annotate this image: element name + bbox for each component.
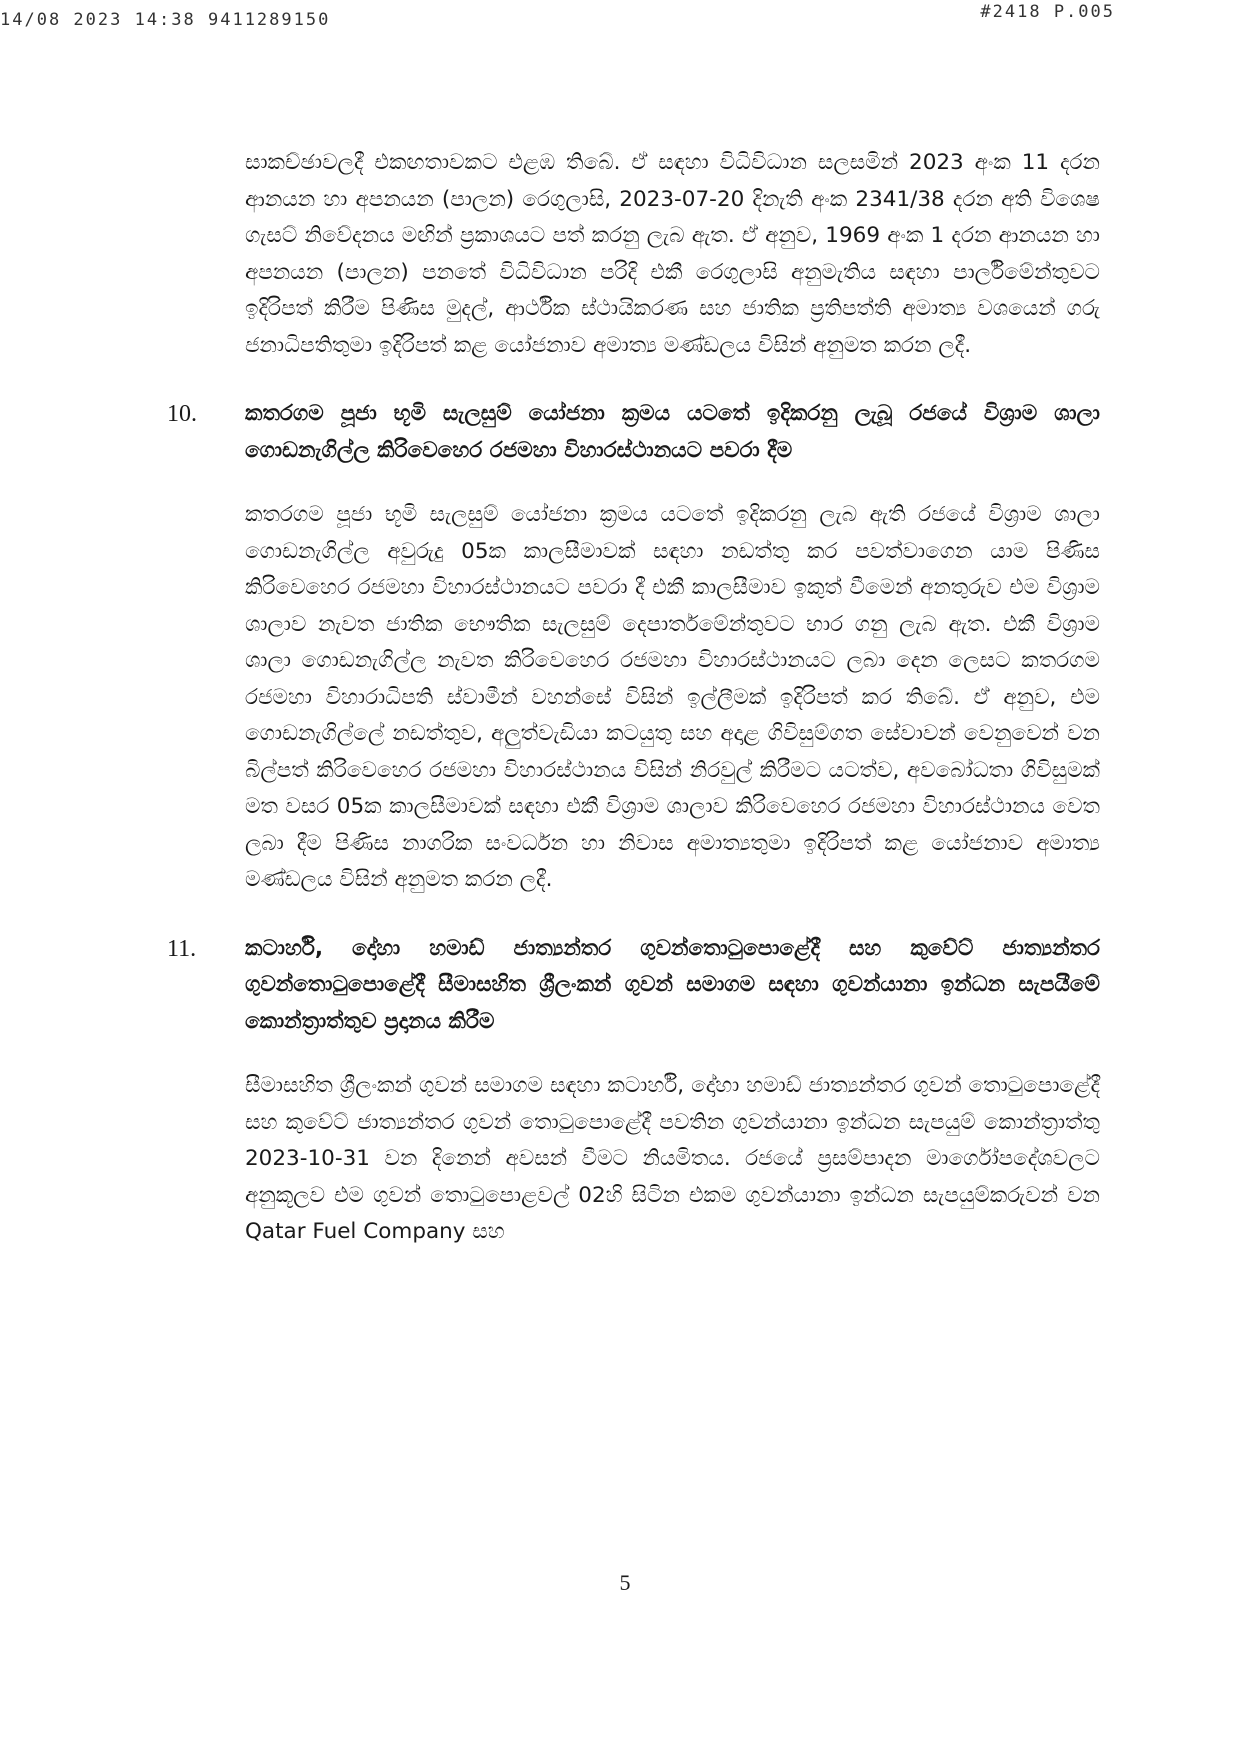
fax-header-left: 14/08 2023 14:38 9411289150 — [0, 10, 331, 30]
document-body — [167, 145, 1100, 1251]
section-body: සීමාසහිත ශ්‍රීලංකන් ගුවන් සමාගම සඳහා කටාර්හි, දෝහා හමාඩ් ජාත්‍යන්තර ගුවන් තොටුපොළේදී සහ කුවේට් ජාත්‍යන්තර ගුවන් තොටුපොළේදී පවතින ගුවන්යානා ඉන්ධන සැපයුම් කොන්ත්‍රාත්තු 2023-10-31 වන දිනෙන් අවසන් වීමට නියමිතය. රජයේ ප්‍රසම්පාදන මාර්ගෝපදේශවලට අනුකූලව එම ගුවන් තොටුපොළවල් 02හි සිටින එකම ගුවන්යානා ඉන්ධන සැපයුම්කරුවන් වන Qatar Fuel Company සහ — [245, 1073, 1100, 1244]
section-10 — [167, 396, 1100, 899]
section-number: 10. — [167, 401, 197, 427]
page-number: 5 — [619, 1570, 631, 1595]
section-heading: කටාර්හි, දෝහා හමාඩ් ජාත්‍යන්තර ගුවන්තොටුපොළේදී සහ කුවේට් ජාත්‍යන්තර ගුවන්තොටුපොළේදී සීමාසහිත ශ්‍රීලංකන් ගුවන් සමාගම සඳහා ගුවන්යානා ඉන්ධන සැපයීමේ කොන්ත්‍රාත්තුව ප්‍රදානය කිරීම — [245, 935, 1100, 1034]
section-11 — [167, 931, 1100, 1251]
section-number: 11. — [167, 935, 197, 962]
fax-header-right: #2418 P.005 — [980, 2, 1115, 22]
intro-paragraph: සාකච්ඡාවලදී එකඟතාවකට එළඹ තිබේ. ඒ සඳහා විධිවිධාන සලසමින් 2023 අංක 11 දරන ආනයන හා අපනයන (පාලන) රෙගුලාසි, 2023-07-20 දිනැති අංක 2341/38 දරන අති විශෙෂ ගැසට් නිවේදනය මඟින් ප්‍රකාශයට පත් කරනු ලැබ ඇත. ඒ අනුව, 1969 අංක 1 දරන ආනයන හා අපනයන (පාලන) පනතේ විධිවිධාන පරිදි එකී රෙගුලාසි අනුමැතිය සඳහා පාර්ලිමේන්තුවට ඉදිරිපත් කිරීම පිණිස මුදල්, ආර්ථික ස්ථායිකරණ සහ ජාතික ප්‍රතිපත්ති අමාත්‍ය වශයෙන් ගරු ජනාධිපතිතුමා ඉදිරිපත් කළ යෝජනාව අමාත්‍ය මණ්ඩලය විසින් අනුමත කරන ලදී. — [245, 150, 1100, 358]
section-body: කතරගම පූජා භූමි සැලසුම් යෝජනා ක්‍රමය යටතේ ඉදිකරනු ලැබ ඇති රජයේ විශ්‍රාම ශාලා ගොඩනැගිල්ල අවුරුදු 05ක කාලසීමාවක් සඳහා නඩත්තු කර පවත්වාගෙන යාම පිණිස කිරිවෙහෙර රජමහා විහාරස්ථානයට පවරා දී එකී කාලසීමාව ඉකුත් වීමෙන් අනතුරුව එම විශ්‍රාම ශාලාව නැවත ජාතික භෞතික සැලසුම් දෙපාර්තමේන්තුවට භාර ගනු ලැබ ඇත. එකී විශ්‍රාම ශාලා ගොඩනැගිල්ල නැවත කිරිවෙහෙර රජමහා විහාරස්ථානයට ලබා දෙන ලෙසට කතරගම රජමහා විහාරාධිපති ස්වාමීන් වහන්සේ විසින් ඉල්ලීමක් ඉදිරිපත් කර තිබේ. ඒ අනුව, එම ගොඩනැගිල්ලේ නඩත්තුව, අලුත්වැඩියා කටයුතු සහ අදාළ ගිවිසුම්ගත සේවාවන් වෙනුවෙන් වන බිල්පත් කිරිවෙහෙර රජමහා විහාරස්ථානය විසින් නිරවුල් කිරීමට යටත්ව, අවබෝධතා ගිවිසුමක් මත වසර 05ක කාලසීමාවක් සඳහා එකී විශ්‍රාම ශාලාව කිරිවෙහෙර රජමහා විහාරස්ථානය වෙත ලබා දීම පිණිස නාගරික සංවර්ධන හා නිවාස අමාත්‍යතුමා ඉදිරිපත් කළ යෝජනාව අමාත්‍ය මණ්ඩලය විසින් අනුමත කරන ලදී. — [245, 502, 1100, 892]
section-heading: කතරගම පූජා භූමි සැලසුම් යෝජනා ක්‍රමය යටතේ ඉදිකරනු ලැබූ රජයේ විශ්‍රාම ශාලා ගොඩනැගිල්ල කිරිවෙහෙර රජමහා විහාරස්ථානයට පවරා දීම — [245, 401, 1100, 463]
